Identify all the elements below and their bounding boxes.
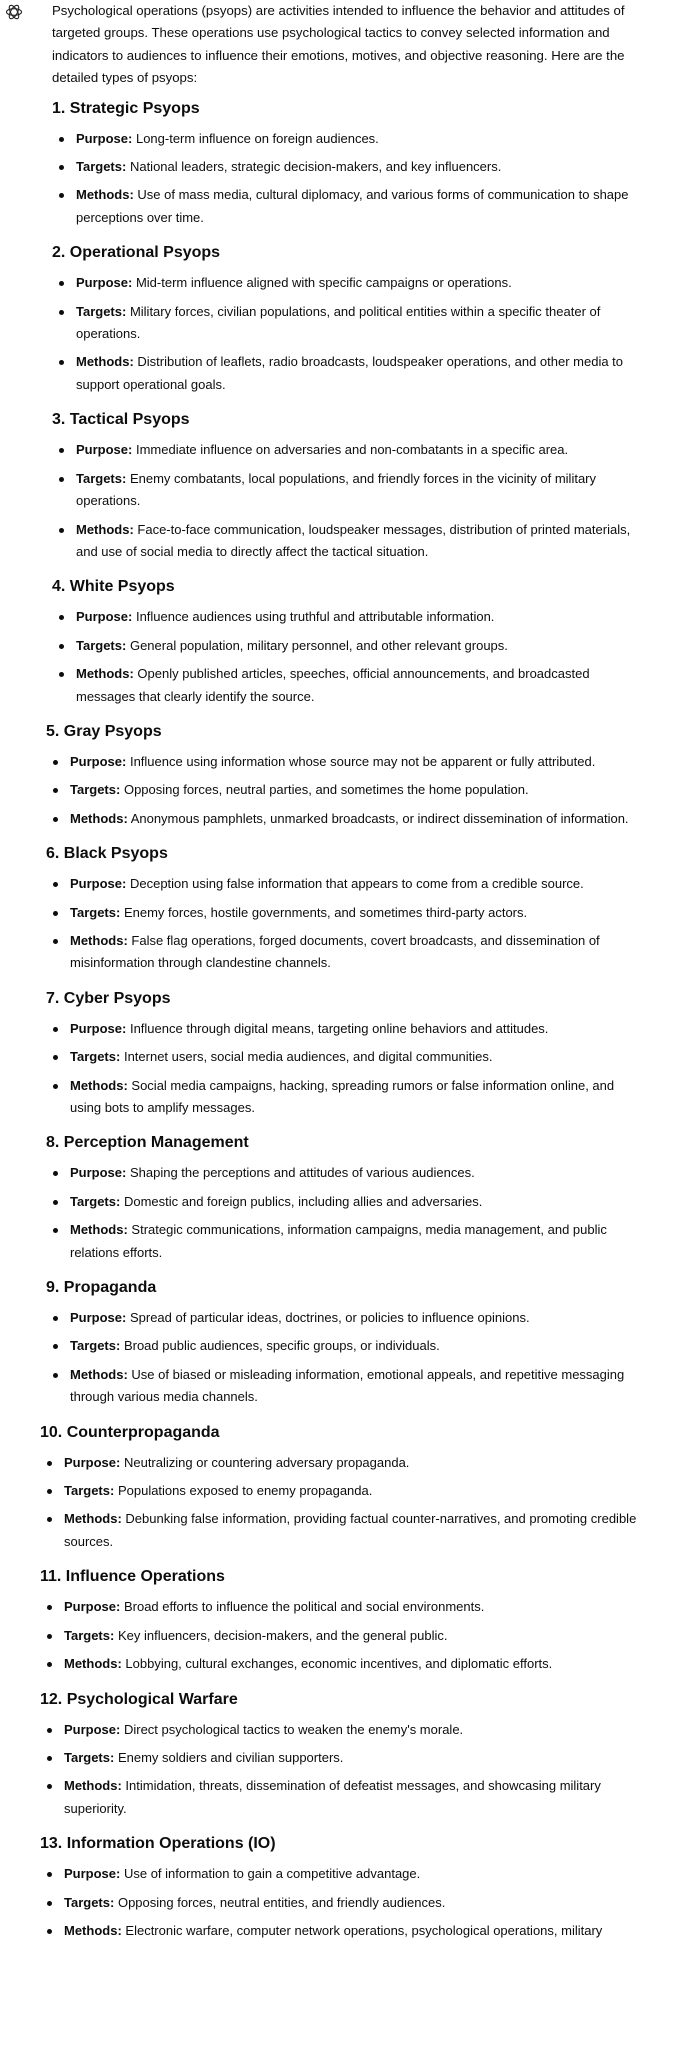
psyops-section — [52, 409, 642, 563]
purpose-label: Purpose: — [64, 1599, 121, 1615]
detail-list — [52, 272, 642, 396]
detail-list — [52, 128, 642, 230]
targets-text: Enemy forces, hostile governments, and sometimes third-party actors. — [123, 904, 528, 920]
detail-item-targets — [40, 1747, 642, 1769]
bullet-icon — [47, 1489, 52, 1494]
targets-label: Targets: — [70, 1193, 121, 1209]
targets-label: Targets: — [64, 1749, 115, 1765]
purpose-label: Purpose: — [76, 130, 133, 146]
targets-label: Targets: — [70, 904, 121, 920]
detail-item-methods — [40, 1508, 642, 1553]
methods-text: Anonymous pamphlets, unmarked broadcasts, or indirect dissemination of information. — [130, 810, 629, 826]
detail-item-purpose — [46, 1162, 642, 1184]
bullet-icon — [53, 911, 58, 916]
methods-label: Methods: — [76, 354, 134, 370]
detail-item-targets — [40, 1625, 642, 1647]
detail-item-targets — [46, 1046, 642, 1068]
targets-label: Targets: — [76, 637, 127, 653]
methods-label: Methods: — [64, 1656, 122, 1672]
bullet-icon — [47, 1634, 52, 1639]
bullet-icon — [53, 788, 58, 793]
methods-label: Methods: — [70, 1366, 128, 1382]
purpose-label: Purpose: — [64, 1454, 121, 1470]
bullet-icon — [59, 477, 64, 482]
targets-text: General population, military personnel, and other relevant groups. — [129, 637, 508, 653]
detail-item-methods — [46, 930, 642, 975]
psyops-section — [52, 242, 642, 396]
detail-item-methods — [46, 1364, 642, 1409]
section-heading: 3. Tactical Psyops — [52, 411, 190, 429]
methods-text: Strategic communications, information campaigns, media management, and public relations efforts. — [70, 1222, 607, 1260]
detail-item-targets — [46, 1335, 642, 1357]
purpose-label: Purpose: — [70, 753, 127, 769]
bullet-icon — [59, 165, 64, 170]
methods-text: Use of mass media, cultural diplomacy, and various forms of communication to shape perceptions over time. — [76, 187, 629, 225]
detail-item-targets — [40, 1892, 642, 1914]
bullet-icon — [53, 939, 58, 944]
targets-label: Targets: — [76, 470, 127, 486]
purpose-text: Direct psychological tactics to weaken the enemy's morale. — [123, 1721, 464, 1737]
purpose-text: Influence audiences using truthful and attributable information. — [135, 609, 495, 625]
purpose-text: Mid-term influence aligned with specific campaigns or operations. — [135, 275, 512, 291]
section-heading: 10. Counterpropaganda — [40, 1423, 220, 1441]
purpose-text: Spread of particular ideas, doctrines, or policies to influence opinions. — [129, 1310, 530, 1326]
methods-text: Use of biased or misleading information, emotional appeals, and repetitive messaging through various media channels. — [70, 1366, 625, 1405]
bullet-icon — [47, 1929, 52, 1934]
targets-label: Targets: — [76, 159, 127, 175]
detail-item-targets — [52, 156, 642, 178]
targets-text: National leaders, strategic decision-makers, and key influencers. — [129, 159, 502, 175]
purpose-label: Purpose: — [70, 1310, 127, 1326]
purpose-label: Purpose: — [70, 1165, 127, 1181]
assistant-response — [40, 0, 642, 1955]
bullet-icon — [53, 1373, 58, 1378]
detail-list — [46, 873, 642, 975]
methods-text: Openly published articles, speeches, official announcements, and broadcasted messages that clearly identify the source. — [76, 666, 590, 704]
detail-item-methods — [52, 184, 642, 229]
methods-text: False flag operations, forged documents, covert broadcasts, and dissemination of misinformation through clandestine channels. — [70, 932, 600, 971]
section-heading: 5. Gray Psyops — [46, 722, 162, 740]
targets-text: Opposing forces, neutral entities, and friendly audiences. — [117, 1894, 446, 1910]
bullet-icon — [53, 1055, 58, 1060]
methods-text: Debunking false information, providing factual counter-narratives, and promoting credible sources. — [64, 1511, 637, 1549]
detail-item-methods — [40, 1775, 642, 1820]
purpose-text: Long-term influence on foreign audiences. — [135, 130, 379, 146]
methods-text: Face-to-face communication, loudspeaker messages, distribution of printed materials, and use of social media to directly affect the tactical situation. — [76, 521, 631, 559]
purpose-label: Purpose: — [76, 442, 133, 458]
bullet-icon — [53, 1084, 58, 1089]
bullet-icon — [59, 281, 64, 286]
detail-item-targets — [52, 301, 642, 346]
methods-label: Methods: — [70, 1222, 128, 1238]
targets-text: Enemy combatants, local populations, and friendly forces in the vicinity of military operations. — [76, 470, 597, 509]
targets-label: Targets: — [70, 782, 121, 798]
psyops-section — [46, 1132, 642, 1264]
bullet-icon — [59, 137, 64, 142]
detail-list — [40, 1719, 642, 1821]
detail-item-methods — [46, 1219, 642, 1264]
bullet-icon — [59, 360, 64, 365]
targets-label: Targets: — [64, 1894, 115, 1910]
bullet-icon — [47, 1517, 52, 1522]
detail-item-purpose — [52, 272, 642, 294]
targets-label: Targets: — [76, 303, 127, 319]
bullet-icon — [47, 1901, 52, 1906]
methods-label: Methods: — [70, 932, 128, 948]
bullet-icon — [59, 644, 64, 649]
methods-text: Lobbying, cultural exchanges, economic incentives, and diplomatic efforts. — [125, 1656, 553, 1672]
bullet-icon — [47, 1728, 52, 1733]
bullet-icon — [53, 1228, 58, 1233]
psyops-section — [40, 1689, 642, 1821]
detail-list — [46, 1162, 642, 1264]
methods-label: Methods: — [70, 810, 128, 826]
bullet-icon — [59, 310, 64, 315]
detail-list — [46, 1307, 642, 1409]
detail-item-purpose — [40, 1596, 642, 1618]
detail-item-methods — [52, 519, 642, 564]
bullet-icon — [59, 528, 64, 533]
section-heading: 11. Influence Operations — [40, 1568, 225, 1586]
purpose-text: Shaping the perceptions and attitudes of various audiences. — [129, 1165, 475, 1181]
bullet-icon — [53, 760, 58, 765]
detail-item-purpose — [52, 128, 642, 150]
methods-label: Methods: — [64, 1778, 122, 1794]
purpose-text: Use of information to gain a competitive advantage. — [123, 1866, 421, 1882]
psyops-section — [46, 988, 642, 1120]
detail-list — [46, 751, 642, 830]
purpose-label: Purpose: — [64, 1866, 121, 1882]
bullet-icon — [53, 1316, 58, 1321]
bullet-icon — [53, 817, 58, 822]
targets-label: Targets: — [70, 1338, 121, 1354]
bullet-icon — [47, 1461, 52, 1466]
detail-item-purpose — [46, 1307, 642, 1329]
bullet-icon — [47, 1872, 52, 1877]
methods-label: Methods: — [64, 1922, 122, 1938]
psyops-section — [40, 1422, 642, 1554]
psyops-section — [40, 1566, 642, 1675]
bullet-icon — [59, 193, 64, 198]
detail-item-methods — [40, 1920, 642, 1942]
detail-list — [40, 1863, 642, 1942]
targets-text: Opposing forces, neutral parties, and sometimes the home population. — [123, 782, 529, 798]
purpose-label: Purpose: — [64, 1721, 121, 1737]
methods-label: Methods: — [76, 187, 134, 203]
detail-item-targets — [46, 779, 642, 801]
psyops-type-list — [40, 98, 642, 1943]
bullet-icon — [47, 1756, 52, 1761]
section-heading: 7. Cyber Psyops — [46, 989, 171, 1007]
targets-text: Broad public audiences, specific groups, or individuals. — [123, 1338, 440, 1354]
bullet-icon — [53, 1200, 58, 1205]
psyops-section — [46, 1277, 642, 1409]
bullet-icon — [59, 615, 64, 620]
section-heading: 9. Propaganda — [46, 1279, 157, 1297]
bullet-icon — [47, 1662, 52, 1667]
detail-list — [52, 439, 642, 563]
methods-text: Distribution of leaflets, radio broadcasts, loudspeaker operations, and other media to support operational goals. — [76, 354, 624, 392]
bullet-icon — [59, 672, 64, 677]
targets-text: Key influencers, decision-makers, and the general public. — [117, 1627, 448, 1643]
section-heading: 2. Operational Psyops — [52, 244, 221, 262]
methods-label: Methods: — [70, 1077, 128, 1093]
methods-label: Methods: — [64, 1511, 122, 1527]
detail-item-purpose — [40, 1863, 642, 1885]
purpose-text: Immediate influence on adversaries and non-combatants in a specific area. — [135, 442, 569, 458]
psyops-section — [46, 721, 642, 830]
purpose-label: Purpose: — [70, 1020, 127, 1036]
section-heading: 13. Information Operations (IO) — [40, 1835, 276, 1853]
bullet-icon — [53, 882, 58, 887]
purpose-text: Neutralizing or countering adversary propaganda. — [123, 1454, 410, 1470]
bullet-icon — [47, 1605, 52, 1610]
detail-item-purpose — [46, 751, 642, 773]
section-heading: 12. Psychological Warfare — [40, 1690, 238, 1708]
detail-item-targets — [40, 1480, 642, 1502]
detail-list — [40, 1452, 642, 1554]
detail-item-methods — [46, 1075, 642, 1120]
bullet-icon — [53, 1344, 58, 1349]
purpose-label: Purpose: — [76, 275, 133, 291]
targets-text: Military forces, civilian populations, and political entities within a specific theater of operations. — [76, 303, 601, 342]
section-heading: 6. Black Psyops — [46, 845, 168, 863]
assistant-logo-icon — [4, 2, 24, 22]
detail-item-targets — [52, 468, 642, 513]
bullet-icon — [53, 1027, 58, 1032]
bullet-icon — [47, 1784, 52, 1789]
targets-text: Domestic and foreign publics, including allies and adversaries. — [123, 1193, 483, 1209]
purpose-label: Purpose: — [70, 876, 127, 892]
purpose-label: Purpose: — [76, 609, 133, 625]
detail-list — [52, 606, 642, 708]
psyops-section — [52, 98, 642, 230]
detail-item-targets — [52, 635, 642, 657]
methods-text: Social media campaigns, hacking, spreading rumors or false information online, and using bots to amplify messages. — [70, 1077, 615, 1115]
detail-item-purpose — [46, 1018, 642, 1040]
detail-item-purpose — [46, 873, 642, 895]
targets-label: Targets: — [70, 1049, 121, 1065]
methods-label: Methods: — [76, 666, 134, 682]
psyops-section — [46, 843, 642, 975]
detail-item-methods — [52, 351, 642, 396]
detail-item-methods — [40, 1653, 642, 1675]
section-heading: 4. White Psyops — [52, 578, 175, 596]
detail-item-purpose — [52, 439, 642, 461]
section-heading: 1. Strategic Psyops — [52, 99, 200, 117]
intro-paragraph: Psychological operations (psyops) are activities intended to influence the behavior and attitudes of targeted groups. These operations use psychological tactics to convey selected information and indicators to audiences to influence their emotions, motives, and objective reasoning. Here are the detailed types of psyops: — [52, 3, 625, 86]
detail-item-purpose — [52, 606, 642, 628]
section-heading: 8. Perception Management — [46, 1134, 249, 1152]
detail-list — [40, 1596, 642, 1675]
methods-text: Intimidation, threats, dissemination of defeatist messages, and showcasing military superiority. — [64, 1778, 601, 1816]
detail-item-methods — [46, 808, 642, 830]
targets-label: Targets: — [64, 1483, 115, 1499]
targets-text: Internet users, social media audiences, and digital communities. — [123, 1049, 493, 1065]
detail-item-targets — [46, 1191, 642, 1213]
detail-item-purpose — [40, 1452, 642, 1474]
detail-item-purpose — [40, 1719, 642, 1741]
detail-item-targets — [46, 902, 642, 924]
purpose-text: Influence through digital means, targeting online behaviors and attitudes. — [129, 1020, 549, 1036]
methods-text: Electronic warfare, computer network operations, psychological operations, military — [125, 1922, 603, 1938]
bullet-icon — [53, 1171, 58, 1176]
detail-list — [46, 1018, 642, 1120]
purpose-text: Influence using information whose source may not be apparent or fully attributed. — [129, 753, 596, 769]
targets-text: Populations exposed to enemy propaganda. — [117, 1483, 373, 1499]
purpose-text: Deception using false information that appears to come from a credible source. — [129, 876, 584, 892]
targets-label: Targets: — [64, 1627, 115, 1643]
psyops-section — [52, 576, 642, 708]
bullet-icon — [59, 448, 64, 453]
detail-item-methods — [52, 663, 642, 708]
methods-label: Methods: — [76, 521, 134, 537]
psyops-section — [40, 1833, 642, 1942]
purpose-text: Broad efforts to influence the political and social environments. — [123, 1599, 485, 1615]
targets-text: Enemy soldiers and civilian supporters. — [117, 1749, 344, 1765]
